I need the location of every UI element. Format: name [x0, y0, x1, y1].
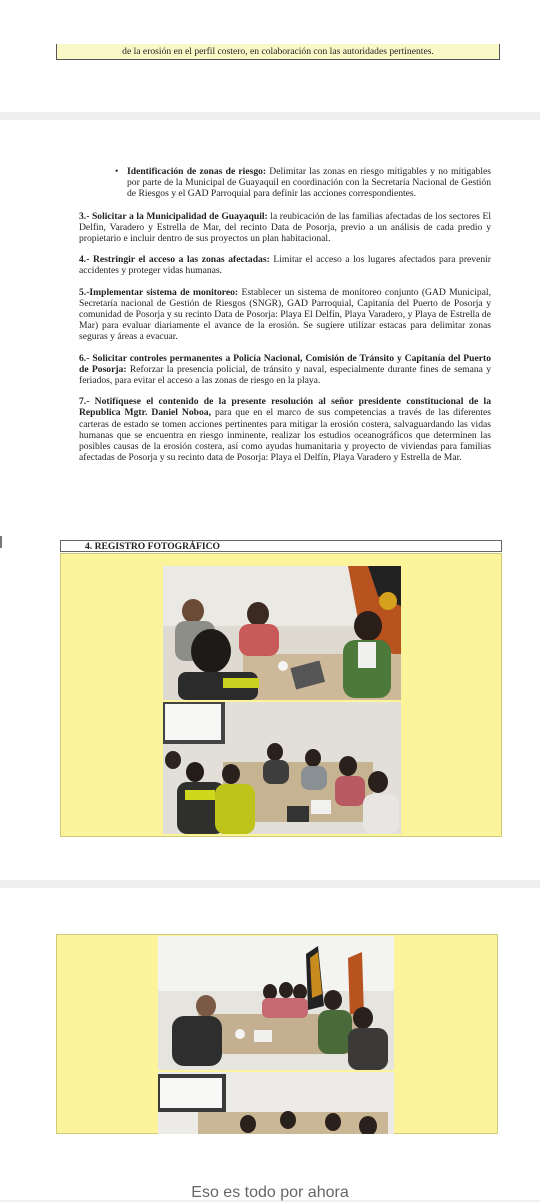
resolution-item-7	[79, 396, 491, 463]
continuation-text-strip: de la erosión en el perfil costero, en colaboración con las autoridades pertinentes.	[56, 44, 500, 60]
meeting-photo-1	[163, 566, 401, 700]
item-title: 5.-Implementar sistema de monitoreo:	[79, 286, 239, 298]
item-text: la reubicación de las familias afectadas de los sectores El Delfin, Varadero y Estrella de Mar, del recinto Data de Posorja, previo a un análisis de cada predio y propietario e incluir dentro de sus proyectos un plan habitacional.	[79, 210, 491, 245]
item-text: para que en el marco de sus competencias a través de las diferentes carteras de estado se tomen acciones pertinentes para mitigar la erosión costera, salvaguardando las vidas humanas que se encuentra en riesgo inminente, realizar los estudios oceanográficos que determinen las posibles causas de la erosión costera, así como ayudas humanitaria y proyecto de viviendas para familias afectadas de Posorja y su recinto data de Posorja: Playa el Delfín, Playa Varadero y Estrella de Mar.	[79, 407, 491, 464]
item-title: 7.- Notifíquese el contenido de la presente resolución al señor presidente constitucional de la Republica Mgtr. Daniel Noboa,	[79, 396, 491, 419]
meeting-photo-4	[158, 1072, 394, 1134]
page-edge-mark	[0, 536, 2, 548]
item-title: 4.- Restringir el acceso a las zonas afectadas:	[79, 254, 270, 266]
meeting-photo-3	[158, 936, 394, 1070]
bullet-text: Delimitar las zonas en riesgo mitigables y no mitigables por parte de la Municipal de Guayaquil en coordinación con la Secretaría Nacional de Gestión de Riesgos y el GAD Parroquial para definir las acciones correspondientes.	[127, 166, 491, 200]
item-text: Reforzar la presencia policial, de tránsito y naval, especialmente durante fines de semana y feriados, para evitar el acceso a las zonas de riesgo en la playa.	[79, 363, 491, 387]
item-title: 6.- Solicitar controles permanentes a Policía Nacional, Comisión de Tránsito y Capitanía del Puerto de Posorja:	[79, 352, 491, 375]
bullet-icon: •	[115, 166, 119, 177]
meeting-photo-2	[163, 702, 401, 834]
resolution-item-6	[79, 353, 491, 387]
resolution-text	[79, 166, 491, 473]
footer-message: Eso es todo por ahora	[191, 1184, 349, 1201]
item-title: 3.- Solicitar a la Municipalidad de Guayaquil:	[79, 210, 268, 222]
resolution-item-5	[79, 287, 491, 343]
section-title: 4. REGISTRO FOTOGRÁFICO	[60, 540, 502, 552]
item-text: Limitar el acceso a los lugares afectados para prevenir accidentes y proteger vidas humanas.	[79, 254, 491, 277]
resolution-item-4	[79, 254, 491, 276]
bullet-item	[79, 166, 491, 200]
resolution-item-3	[79, 211, 491, 245]
bullet-title: Identificación de zonas de riesgo:	[127, 166, 267, 177]
item-text: Establecer un sistema de monitoreo conjunto (GAD Municipal, Secretaría nacional de Gestión de Riesgos (SNGR), GAD Parroquial, Capitanía del Puerto de Posorja y comunidad de Posorja y su recinto Data de Posorja: Playa El Delfín, Playa Varadero, y Playa de Estrella de Mar) para evaluar diariamente el avance de la erosión. Se sugiere utilizar estacas para delimitar zonas seguras y áreas a evacuar.	[79, 286, 491, 343]
document-page-1	[0, 0, 540, 112]
